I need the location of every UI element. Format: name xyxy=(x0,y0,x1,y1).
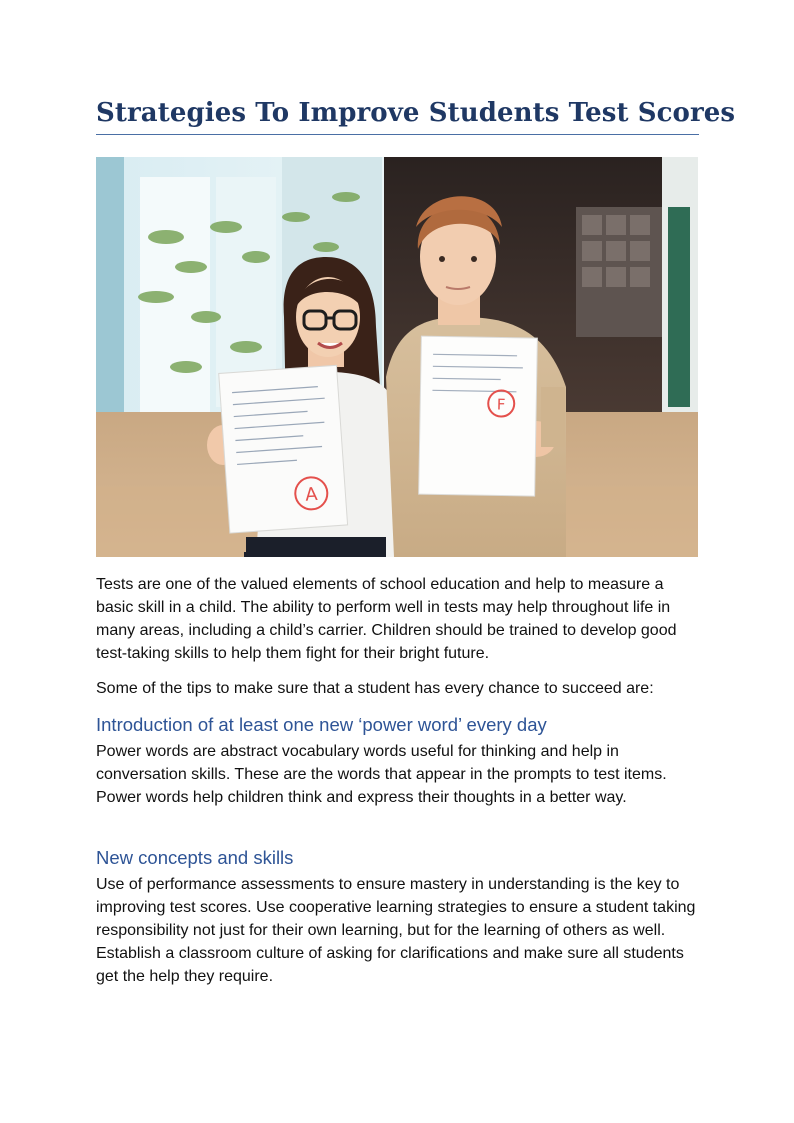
students-photo xyxy=(96,157,698,557)
intro-paragraph: Tests are one of the valued elements of school education and help to measure a basic skill in a child. The ability to perform well in tests may help throughout life in many areas, including a child’s carrier. Children should be trained to develop good test-taking skills to help them fight for their bright future. xyxy=(96,576,677,662)
title-underline xyxy=(96,134,699,135)
section-body-new-concepts: Use of performance assessments to ensure mastery in understanding is the key to improving test scores. Use cooperative learning strategies to ensure a student taking responsibility not just for their own learning, but for the learning of others as well. Establish a classroom culture of asking for clarifications and make sure all students get the help they require. xyxy=(96,876,696,985)
section-heading-power-word: Introduction of at least one new ‘power word’ every day xyxy=(96,714,547,735)
section-heading-new-concepts: New concepts and skills xyxy=(96,847,294,868)
section-body-power-word: Power words are abstract vocabulary words useful for thinking and help in conversation skills. These are the words that appear in the prompts to test items. Power words help children think and express their thoughts in a better way. xyxy=(96,743,667,806)
grade-a-mark: A xyxy=(304,483,319,506)
page-title: Strategies To Improve Students Test Scores xyxy=(96,98,736,128)
grade-f-mark: F xyxy=(496,395,506,414)
tips-intro: Some of the tips to make sure that a student has every chance to succeed are: xyxy=(96,680,654,697)
